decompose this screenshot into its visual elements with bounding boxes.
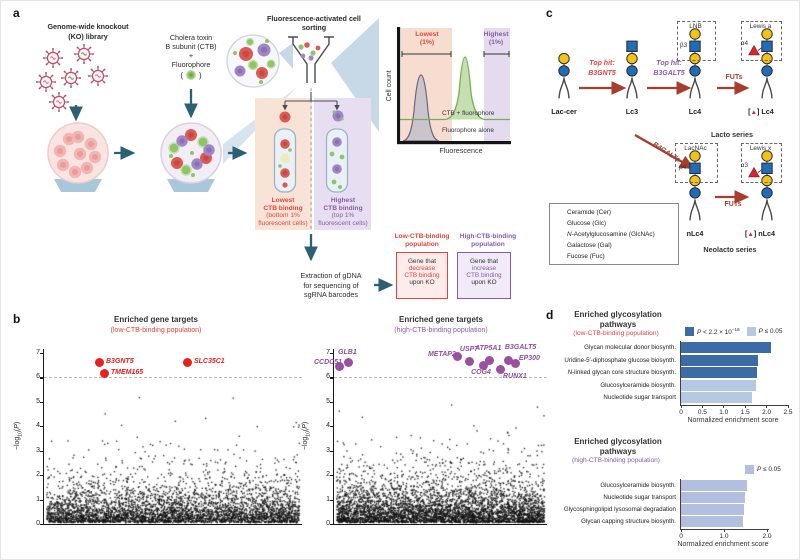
y-tick-label: 4	[36, 422, 40, 430]
high-box-line-4: upon KO	[471, 279, 497, 286]
low-box-line-2: decrease	[408, 265, 436, 272]
glycan-name-nlc4: nLc4	[686, 229, 704, 238]
ceramide-icon	[690, 77, 700, 98]
x-tick-mark	[681, 405, 682, 408]
y-tick-mark	[330, 377, 335, 378]
pathways-high-legend	[745, 465, 781, 474]
glycan-name-fucosyl-lc4	[732, 108, 790, 116]
x-tick-mark	[745, 405, 746, 408]
tube-high-label-2: CTB binding	[323, 204, 363, 212]
curve-label-fluorophore-alone: Fluorophore alone	[442, 127, 494, 134]
y-tick-mark	[40, 402, 45, 403]
pathways-low-title-2: pathways	[599, 319, 637, 329]
pathways-high-title-1: Enriched glycosylation	[574, 437, 662, 446]
scatter-plot-low-binding	[36, 349, 302, 527]
pathways-high-xaxis-label: Normalized enrichment score	[677, 541, 769, 548]
y-tick-mark	[330, 451, 335, 452]
glucose-icon	[762, 188, 772, 198]
gene-hit-label: RUNX1	[502, 373, 527, 381]
pathways-low-legend	[685, 327, 782, 336]
gene-hit-dot	[344, 358, 353, 367]
bar-category-label: Nucleotide sugar transport	[603, 494, 676, 501]
pathways-high-chart	[679, 479, 772, 540]
ylabel-close: )	[14, 421, 22, 425]
lnb-box-label: LNB	[689, 22, 702, 30]
ko-library-title: Genome-wide knockout	[47, 22, 129, 31]
y-tick-label: 7	[326, 349, 330, 356]
x-tick-mark	[766, 405, 767, 408]
glycan-name-lc4: Lc4	[688, 107, 702, 116]
b4galts-label: B4GALTs	[651, 141, 682, 164]
lewis-x-box-label: Lewis x	[749, 144, 772, 152]
ylabel-open: (	[302, 428, 310, 432]
low-box-line-3: CTB binding	[404, 272, 440, 279]
pathways-high-title-2: pathways	[599, 446, 637, 456]
gene-hit-label: EP300	[518, 355, 540, 363]
y-tick-label: 2	[326, 471, 330, 479]
cell-closeup-circle	[227, 35, 279, 87]
scatter-high-subtitle: (high-CTB-binding population)	[394, 326, 488, 334]
top-hit-2-gene: B3GALT5	[653, 69, 685, 77]
fucose-glyph: ▲	[747, 231, 754, 238]
gene-hit-label: TMEM165	[110, 368, 144, 376]
dish-ko-cells	[48, 123, 108, 192]
ctb-label-1: Cholera toxin	[169, 33, 213, 42]
glucose-icon	[690, 188, 700, 198]
lacnac-linkage: β4	[679, 163, 687, 171]
bar-category-label: Glucosylceramide biosynth.	[600, 381, 676, 389]
x-tick-label: 0.5	[697, 409, 707, 416]
y-tick-mark	[40, 524, 45, 525]
facs-title-1: Fluorescence-activated cell	[267, 14, 361, 23]
y-tick-label: 6	[36, 373, 40, 381]
low-population-box	[396, 252, 448, 299]
ceramide-icon	[762, 199, 772, 220]
gene-hit-label: GLB1	[338, 349, 357, 357]
lnb-linkage: β3	[680, 41, 688, 49]
tube-high-label-4: fluorescent cells)	[318, 219, 368, 227]
x-tick-label: 2.5	[783, 409, 793, 416]
neolacto-series-label: Neolacto series	[703, 245, 757, 254]
gate-lowest-pct: (1%)	[419, 39, 435, 46]
facs-funnel-icon	[288, 37, 334, 83]
glycan-pathway-arrows	[579, 88, 745, 197]
x-tick-mark	[681, 529, 682, 532]
glycan-legend-text: N-Acetylglucosamine (GlcNAc)	[567, 231, 655, 238]
paren-close: )	[199, 70, 202, 80]
gene-hit-label: SLC35C1	[193, 357, 225, 365]
glycan-name-fucosyl-nlc4	[727, 230, 793, 238]
tube-low-label-3: (bottom 1%	[266, 212, 300, 219]
legend-text: P ≤ 0.05	[757, 466, 781, 473]
ceramide-icon	[690, 199, 700, 220]
glycan-name-lac-cer: Lac-cer	[551, 107, 577, 116]
bracket-open: [	[744, 229, 748, 238]
tube-high-label-1: Highest	[330, 197, 356, 204]
y-tick-label: 5	[326, 397, 330, 405]
bar-category-label: Glycan molecular donor biosynth.	[584, 344, 676, 351]
x-tick-mark	[724, 529, 725, 532]
glycan-short-name: Lc4	[761, 107, 774, 116]
y-tick-mark	[330, 402, 335, 403]
bar-category-label: N-linked glycan core structure biosynth.	[567, 369, 676, 376]
tube-low-label-1: Lowest	[271, 197, 295, 204]
ceramide-icon	[627, 77, 637, 98]
x-tick-label: 0	[679, 533, 683, 540]
ctb-label-plus: +	[188, 51, 194, 60]
gene-hit-dot	[465, 357, 474, 366]
top-hit-2-line1: Top hit:	[656, 60, 682, 67]
lewis-x-linkage: α3	[740, 162, 748, 169]
pathways-low-chart	[679, 341, 793, 416]
dish-ctb-stained-cells	[161, 123, 221, 192]
ceramide-icon	[559, 77, 569, 98]
curve-label-ctb-fluorophore: CTB + fluorophore	[442, 110, 495, 117]
gene-hit-label: CCDC51	[313, 358, 342, 366]
fucose-glyph: ▲	[750, 109, 758, 116]
enrichment-bar	[681, 504, 744, 515]
enrichment-bar	[681, 492, 745, 503]
x-tick-mark	[702, 405, 703, 408]
futs-label-2: FUTs	[724, 201, 742, 208]
scatter-low-title: Enriched gene targets	[113, 315, 199, 324]
x-tick-mark	[767, 529, 768, 532]
x-tick-mark	[723, 405, 724, 408]
y-tick-label: 0	[36, 520, 40, 527]
facs-title-2: sorting	[301, 23, 327, 32]
high-box-line-2: increase	[471, 265, 497, 272]
enrichment-bar	[681, 367, 757, 378]
y-tick-label: 5	[36, 397, 40, 405]
ko-library-title-2: (KO) library	[68, 31, 108, 41]
y-tick-mark	[330, 353, 335, 354]
tube-low-label-4: fluorescent cells)	[258, 219, 308, 227]
scatter-high-yaxis-label	[302, 402, 312, 470]
y-tick-mark	[40, 451, 45, 452]
x-tick-label: 2.0	[762, 533, 772, 540]
high-population-header-1: High-CTB-binding	[459, 233, 517, 240]
legend-text: $P < 2.2 \times 10^{-16}$	[697, 327, 740, 337]
ylabel-close: )	[302, 421, 310, 425]
x-tick-label: 2.0	[762, 409, 772, 416]
tube-low-label-2: CTB binding	[263, 204, 303, 212]
glucose-icon	[559, 66, 569, 76]
extraction-text-3: sgRNA barcodes	[304, 290, 358, 299]
ylabel-p: P	[302, 424, 310, 429]
top-hit-1-line1: Top hit:	[589, 60, 615, 67]
panel-c-label: c	[546, 6, 553, 20]
ylabel-pre: −log	[302, 436, 310, 451]
ctb-label-3: Fluorophore	[171, 60, 211, 69]
enrichment-bar	[681, 392, 752, 403]
y-tick-label: 1	[326, 495, 330, 503]
high-box-line-1: Gene that	[469, 258, 499, 265]
low-box-line-1: Gene that	[407, 258, 437, 265]
gate-highest-pct: (1%)	[488, 39, 504, 46]
bar-category-label: Glycosphingolipid lysosomal degradation	[563, 506, 676, 513]
significance-threshold-line	[44, 377, 302, 378]
y-tick-label: 1	[36, 495, 40, 503]
gene-hit-label: COG4	[471, 369, 491, 377]
ylabel-sub: 10	[17, 431, 24, 437]
ylabel-open: (	[14, 428, 22, 432]
x-tick-label: 0	[679, 409, 683, 416]
bracket-close: ]	[757, 107, 760, 116]
high-population-header-2: population	[471, 240, 505, 248]
high-population-box	[457, 252, 511, 299]
legend-swatch	[747, 327, 756, 336]
galactose-icon	[559, 53, 569, 63]
fluorophore-icon	[186, 70, 196, 80]
y-tick-label: 7	[36, 349, 40, 356]
gene-hit-label: ATP5A1	[475, 345, 502, 353]
gene-hit-label: USP7	[459, 346, 479, 354]
low-population-header-2: population	[405, 240, 439, 248]
ctb-label-2: B subunit (CTB)	[165, 42, 217, 51]
enrichment-bar	[681, 380, 756, 391]
gene-hit-label: B3GNT5	[105, 357, 134, 365]
bar-category-label: Nucleotide sugar transport	[603, 394, 676, 401]
x-tick-label: 1.0	[719, 409, 729, 416]
pathways-low-xaxis-label: Normalized enrichment score	[687, 417, 779, 424]
bar-category-label: Glucosylceramide biosynth.	[600, 482, 676, 489]
scatter-plot-high-binding	[313, 344, 547, 527]
y-tick-mark	[40, 377, 45, 378]
gene-hit-label: B3GALT5	[504, 344, 537, 352]
panel-d-label: d	[546, 308, 554, 322]
legend-text: P ≤ 0.05	[758, 328, 783, 336]
bar-category-label: Uridine-5′-diphosphate glucose biosynth.	[564, 356, 676, 364]
lewis-a-linkage: α4	[740, 40, 748, 47]
low-box-line-4: upon KO	[409, 279, 435, 286]
scatter-low-yaxis-label	[14, 402, 24, 470]
y-tick-label: 3	[36, 446, 40, 454]
y-tick-label: 0	[326, 520, 330, 527]
y-tick-label: 3	[326, 446, 330, 454]
y-tick-mark	[40, 426, 45, 427]
legend-entry	[685, 327, 740, 336]
extraction-text-1: Extraction of gDNA	[300, 271, 362, 280]
ceramide-icon	[762, 77, 772, 98]
lacto-series-label: Lacto series	[711, 130, 753, 139]
y-tick-mark	[330, 475, 335, 476]
scatter-high-title: Enriched gene targets	[398, 315, 484, 324]
high-box-line-3: CTB binding	[466, 272, 502, 279]
ko-library-viruses	[36, 44, 108, 112]
panel-b-label: b	[13, 312, 21, 326]
bracket-open: [	[748, 107, 751, 116]
x-tick-mark	[788, 405, 789, 408]
futs-label-1: FUTs	[725, 74, 743, 81]
enrichment-bar	[681, 516, 743, 527]
enrichment-bar	[681, 480, 747, 491]
ylabel-pre: −log	[14, 436, 22, 451]
pathways-low-title-1: Enriched glycosylation	[574, 310, 662, 319]
legend-entry	[747, 327, 783, 336]
enrichment-bar	[681, 342, 771, 353]
panel-a-label: a	[13, 6, 20, 20]
scatter-low-subtitle: (low-CTB-binding population)	[110, 326, 202, 334]
pathways-low-categories	[544, 341, 676, 405]
y-tick-mark	[40, 475, 45, 476]
glycan-legend	[549, 203, 679, 265]
gate-highest-label: Highest	[483, 31, 509, 38]
paren-open: (	[180, 70, 183, 80]
glycan-legend-text: Galactose (Gal)	[567, 242, 612, 249]
ylabel-p: P	[14, 424, 22, 429]
bar-category-label: Glycan capping structure biosynth.	[581, 518, 676, 525]
gate-lowest-label: Lowest	[415, 31, 439, 38]
glycan-legend-text: Glucose (Glc)	[567, 220, 607, 227]
facs-yaxis-label: Cell count	[386, 70, 394, 102]
glycan-legend-text: Fucose (Fuc)	[567, 253, 605, 260]
legend-swatch	[745, 465, 754, 474]
x-tick-label: 1.5	[740, 409, 750, 416]
glycan-short-name: nLc4	[758, 229, 776, 238]
y-tick-mark	[330, 426, 335, 427]
y-tick-mark	[330, 524, 335, 525]
y-tick-label: 2	[36, 471, 40, 479]
scatter-background-points	[44, 349, 302, 524]
top-hit-1-gene: B3GNT5	[588, 69, 616, 77]
pathways-low-subtitle: (low-CTB-binding population)	[573, 330, 659, 337]
facs-xaxis-label: Fluorescence	[439, 146, 483, 155]
y-tick-mark	[40, 353, 45, 354]
gene-hit-label: METAP2	[427, 350, 456, 358]
legend-swatch	[685, 327, 694, 336]
glcnac-icon	[627, 41, 637, 51]
fluorophore-parens	[173, 70, 209, 80]
glycan-name-lc3: Lc3	[625, 107, 639, 116]
extraction-text-2: for sequencing of	[303, 280, 359, 290]
x-tick-label: 1.0	[719, 533, 729, 540]
glycan-legend-text: Ceramide (Cer)	[567, 209, 612, 216]
pathways-high-subtitle: (high-CTB-binding population)	[572, 457, 660, 464]
low-population-header-1: Low-CTB-binding	[394, 233, 450, 240]
tube-high-label-3: (top 1%	[331, 212, 355, 219]
y-tick-label: 4	[326, 422, 330, 430]
lacnac-box-label: LacNAc	[684, 144, 707, 152]
glucose-icon	[762, 66, 772, 76]
legend-entry	[745, 465, 781, 474]
bracket-close: ]	[753, 229, 757, 238]
y-tick-mark	[330, 500, 335, 501]
pathways-high-categories	[541, 479, 676, 529]
ylabel-sub: 10	[305, 431, 312, 437]
lewis-a-box-label: Lewis a	[749, 22, 772, 30]
enrichment-bar	[681, 355, 758, 366]
y-tick-label: 6	[326, 373, 330, 381]
y-tick-mark	[40, 500, 45, 501]
